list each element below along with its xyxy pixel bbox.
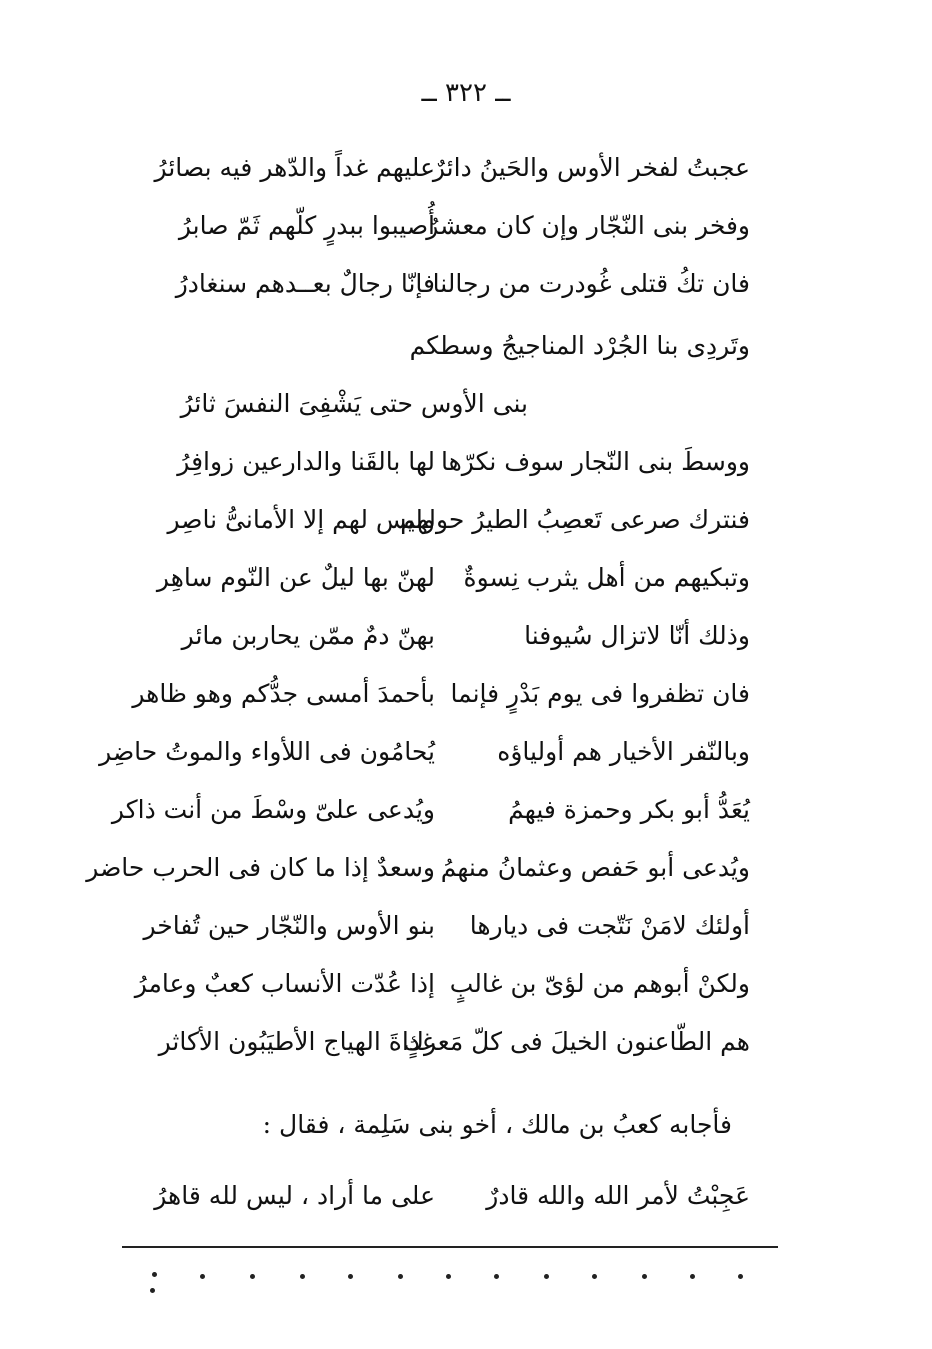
verse-row: [130, 900, 750, 952]
verse-second-hemistich: أُصيبوا ببدرٍ كلّهم ثَمّ صابرُ: [178, 211, 435, 240]
verse-second-hemistich: ويُدعى علىّ وسْطَ من أنت ذاكر: [111, 795, 435, 824]
verse-first-hemistich: عَجِبْتُ لأمر الله والله قادرٌ: [486, 1181, 750, 1210]
verse-row: [130, 1170, 750, 1222]
dot: [592, 1274, 597, 1279]
verse-second-hemistich: وسعدٌ إذا ما كان فى الحرب حاضر: [86, 853, 435, 882]
page-number: ــ ٣٢٢ ــ: [421, 78, 511, 108]
verse-row: [111, 784, 750, 836]
dot: [544, 1274, 549, 1279]
dot: [152, 1272, 157, 1277]
prose-line: فأجابه كعبُ بن مالك ، أخو بنى سَلِمة ، فقال :: [262, 1110, 732, 1139]
verse-second-hemistich: وليس لهم إلا الأمانىُّ ناصِر: [167, 505, 435, 534]
dot: [300, 1274, 305, 1279]
dot: [690, 1274, 695, 1279]
verse-row: [130, 200, 750, 252]
verse-second-hemistich: غداةَ الهياج الأطيَبُون الأكاثر: [158, 1027, 435, 1056]
verse-first-hemistich: ووسطَ بنى النّجار سوف نكرّها: [440, 447, 750, 476]
verse-second-hemistich: عليهم غداً والدّهر فيه بصائرُ: [154, 153, 435, 182]
dot: [398, 1274, 403, 1279]
dot: [250, 1274, 255, 1279]
dot: [642, 1274, 647, 1279]
verse-second-hemistich: إذا عُدّت الأنساب كعبٌ وعامرُ: [134, 969, 435, 998]
verse-second-hemistich: على ما أراد ، ليس لله قاهرُ: [154, 1181, 435, 1210]
verse-row: [130, 1016, 750, 1068]
verse-first-hemistich: وبالنّفر الأخيار هم أولياؤه: [497, 737, 750, 766]
verse-first-hemistich: فان تظفروا فى يوم بَدْرٍ فإنما: [450, 679, 750, 708]
verse-first-hemistich: وذلك أنّا لاتزال سُيوفنا: [524, 621, 750, 650]
single-verse-line: بنى الأوس حتى يَشْفِىَ النفسَ ثائرُ: [180, 389, 528, 418]
verse-row: [130, 436, 750, 488]
dot: [200, 1274, 205, 1279]
verse-second-hemistich: يُحامُون فى اللأواء والموتُ حاضِر: [99, 737, 435, 766]
verse-row: [130, 258, 750, 310]
verse-row: [86, 842, 750, 894]
verse-first-hemistich: ويُدعى أبو حَفص وعثمانُ منهمُ: [440, 853, 750, 882]
verse-row: [130, 668, 750, 720]
footer-dots: [140, 1270, 760, 1300]
dot: [738, 1274, 743, 1279]
dot: [494, 1274, 499, 1279]
single-verse-line: وتَردِى بنا الجُرْد المناجيجُ وسطكم: [409, 331, 750, 360]
verse-first-hemistich: ولكنْ أبوهم من لؤىّ بن غالبٍ: [449, 969, 750, 998]
verse-row: [99, 726, 750, 778]
verse-second-hemistich: بهنّ دمٌ ممّن يحاربن مائر: [181, 621, 435, 650]
footer-rule: [122, 1246, 778, 1248]
poem-block: [86, 0, 750, 1240]
verse-first-hemistich: يُعَدُّ أبو بكر وحمزة فيهمُ: [508, 795, 750, 824]
dot: [150, 1288, 155, 1293]
verse-row: [130, 958, 750, 1010]
dot: [446, 1274, 451, 1279]
verse-first-hemistich: وتبكيهم من أهل يثرب نِسوةٌ: [463, 563, 750, 592]
verse-first-hemistich: أولئك لامَنْ نَتّجت فى ديارها: [469, 911, 750, 940]
verse-second-hemistich: بنو الأوس والنّجّار حين تُفاخر: [143, 911, 435, 940]
verse-first-hemistich: فنترك صرعى تَعصِبُ الطيرُ حولهم: [400, 505, 750, 534]
dot: [348, 1274, 353, 1279]
verse-first-hemistich: هم الطّاعنون الخيلَ فى كلّ مَعركٍ: [403, 1027, 750, 1056]
verse-first-hemistich: عجبتُ لفخر الأوس والحَينُ دائرٌ: [432, 153, 750, 182]
verse-second-hemistich: لهنّ بها ليلٌ عن النّوم ساهِر: [156, 563, 435, 592]
verse-second-hemistich: فإنّا رجالٌ بعــدهم سنغادرُ: [175, 269, 435, 298]
verse-second-hemistich: لها بالقَنا والدارعين زوافِرُ: [177, 447, 435, 476]
verse-first-hemistich: فان تكُ قتلى غُودرت من رجالنا: [432, 269, 750, 298]
verse-second-hemistich: بأحمدَ أمسى جدُّكم وهو ظاهر: [132, 679, 435, 708]
verse-row: [130, 142, 750, 194]
verse-row: [130, 494, 750, 546]
verse-row: [130, 610, 750, 662]
verse-first-hemistich: وفخر بنى النّجّار وإن كان معشرٌ: [426, 211, 750, 240]
verse-row: [130, 552, 750, 604]
